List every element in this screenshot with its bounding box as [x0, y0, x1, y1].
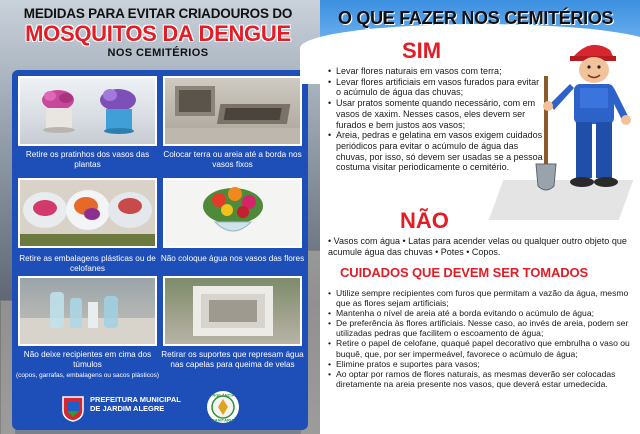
- tip-note: (copos, garrafas, embalagens ou sacos plásticos): [15, 372, 160, 379]
- tip-card: [163, 76, 302, 169]
- sim-item: • Levar flores naturais em vasos com terra;: [328, 66, 543, 77]
- left-header: [10, 6, 306, 68]
- photo-bottles-on-tomb: [18, 276, 157, 346]
- tip-caption: Retire os pratinhos dos vasos das plantas: [25, 150, 150, 169]
- header-line-3: NOS CEMITÉRIOS: [107, 47, 209, 59]
- cuidados-item: • Retire o papel de celofane, quaqué papel decorativo que embrulha o vaso ou buquê, que, por ser impermeável, favorece o acúmulo de água;: [328, 338, 634, 358]
- tip-caption: Não coloque água nos vasos das flores: [160, 254, 305, 263]
- sim-item: • Areia, pedras e gelatina em vasos exigem cuidados periódicos para evitar o acúmulo de água das chuvas, por isso, só devem ser usadas se a pessoa costuma visitar periodicamente o cemitério.: [328, 130, 543, 173]
- tip-caption: Colocar terra ou areia até a borda nos vasos fixos: [163, 150, 302, 169]
- sim-list: [328, 66, 543, 173]
- tip-card: [18, 178, 157, 273]
- right-panel: [320, 0, 640, 434]
- cuidados-item: • Elimine pratos e suportes para vasos;: [328, 359, 634, 369]
- seal-top-text: VIGILÂNCIA: [211, 392, 235, 398]
- left-panel: [0, 0, 318, 434]
- prefeitura-line-2: DE JARDIM ALEGRE: [90, 404, 165, 413]
- prefeitura-text: [90, 395, 181, 413]
- seal-bottom-text: SANITÁRIA: [212, 417, 234, 423]
- photo-candle-holder: [163, 276, 302, 346]
- cuidados-item: • Ao optar por ramos de flores naturais, as mesmas deverão ser colocadas diretamente na areia presente nos vasos, que deverá estar umedecida.: [328, 369, 634, 389]
- municipal-coat-of-arms-icon: [60, 394, 86, 422]
- photo-flower-pots: [18, 76, 157, 146]
- photo-flower-wraps: [18, 178, 157, 248]
- tip-caption: Retire as embalagens plásticas ou de celofanes: [19, 254, 156, 273]
- vigilancia-sanitaria-seal-icon: [206, 390, 240, 424]
- tips-panel: [12, 70, 308, 430]
- prefeitura-line-1: PREFEITURA MUNICIPAL: [90, 395, 181, 404]
- tip-caption: Retirar os suportes que represam água nas capelas para queima de velas: [161, 350, 304, 369]
- tip-caption: Não deixe recipientes em cima dos túmulos: [23, 350, 152, 369]
- nao-text: • Vasos com água • Latas para acender velas ou qualquer outro objeto que acumule água das chuvas • Potes • Copos.: [328, 236, 627, 257]
- photo-fixed-vases: [163, 76, 302, 146]
- tip-card: [18, 76, 157, 169]
- cuidados-item: • Mantenha o nível de areia até a borda evitando o acúmulo de água;: [328, 308, 634, 318]
- tip-card: [15, 276, 160, 379]
- footer-logos: [60, 388, 260, 428]
- cuidados-heading: CUIDADOS QUE DEVEM SER TOMADOS: [340, 265, 589, 280]
- cuidados-item: • Utilize sempre recipientes com furos que permitam a vazão da água, mesmo que as flores sejam artificiais;: [328, 288, 634, 308]
- header-line-2: MOSQUITOS DA DENGUE: [25, 21, 291, 46]
- right-title: O QUE FAZER NOS CEMITÉRIOS: [338, 8, 614, 28]
- sim-item: • Levar flores artificiais em vasos furados para evitar o acúmulo de água das chuvas;: [328, 77, 543, 98]
- tip-card: [161, 276, 304, 369]
- sim-item: • Usar pratos somente quando necessário, com em vasos de xaxim. Nesses casos, eles devem ser furados e bem justos aos vasos;: [328, 98, 543, 130]
- gardener-worker-icon: [532, 36, 638, 196]
- tip-card: [160, 178, 305, 263]
- photo-flower-vase: [163, 178, 302, 248]
- cuidados-list: [328, 288, 634, 389]
- nao-heading: NÃO: [400, 208, 449, 233]
- sim-heading: SIM: [402, 38, 442, 63]
- cuidados-item: • De preferência às flores artificiais. Nesse caso, ao invés de areia, podem ser utilizadas pedras que facilitem o escoamento de água;: [328, 318, 634, 338]
- header-line-1: MEDIDAS PARA EVITAR CRIADOUROS DO: [23, 6, 293, 21]
